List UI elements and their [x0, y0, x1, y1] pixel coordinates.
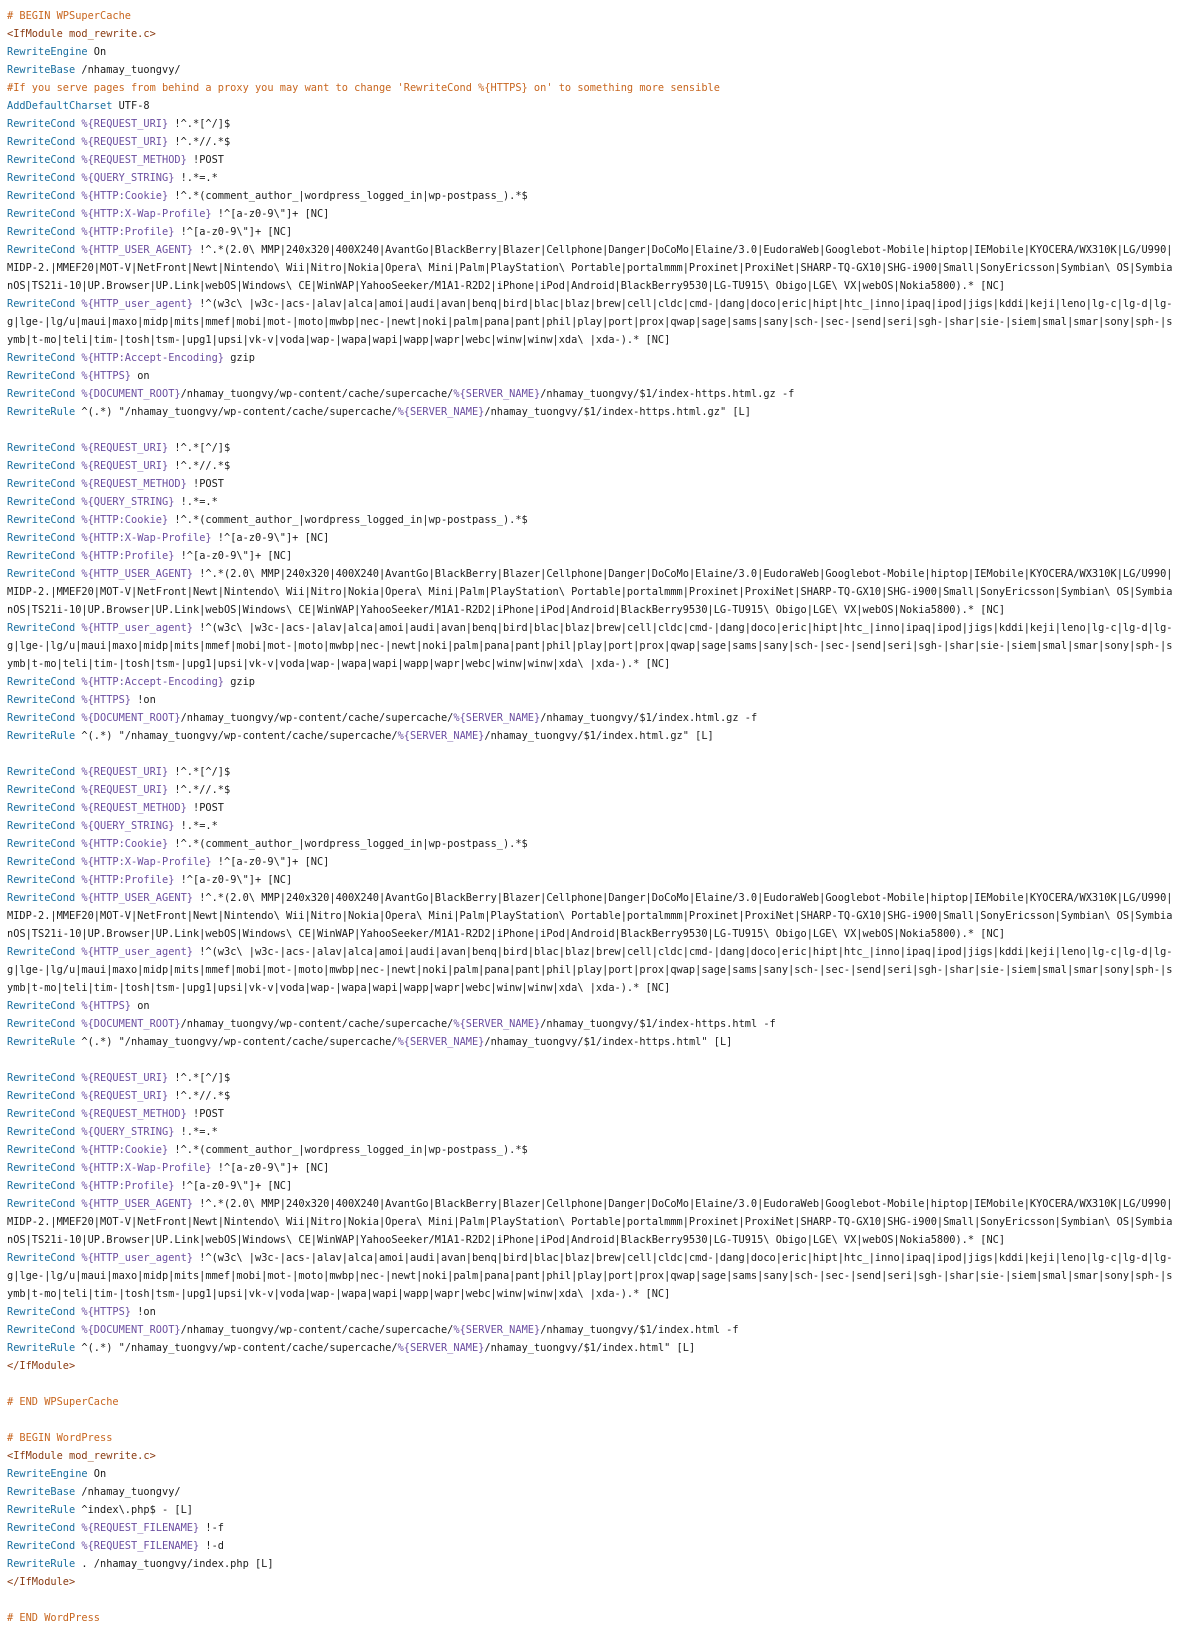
directive-keyword: RewriteCond	[7, 1090, 76, 1102]
code-line: # END WPSuperCache	[7, 1396, 119, 1408]
server-variable: %{HTTPS}	[81, 370, 132, 382]
directive-keyword: RewriteCond	[7, 1162, 76, 1174]
directive-keyword: RewriteCond	[7, 136, 76, 148]
code-line: RewriteCond %{DOCUMENT_ROOT}/nhamay_tuongvy/wp-content/cache/supercache/%{SERVER_NAME}/nhamay_tuongvy/$1/index.html -f	[7, 1324, 739, 1336]
code-line: # BEGIN WPSuperCache	[7, 10, 131, 22]
blank-line	[7, 1411, 1173, 1429]
code-line: RewriteCond %{HTTP:Profile} !^[a-z0-9\"]+ [NC]	[7, 874, 293, 886]
server-variable: %{HTTP:Cookie}	[81, 514, 169, 526]
directive-keyword: RewriteCond	[7, 820, 76, 832]
blank-line	[7, 1375, 1173, 1393]
code-line: RewriteRule ^(.*) "/nhamay_tuongvy/wp-content/cache/supercache/%{SERVER_NAME}/nhamay_tuongvy/$1/index.html" [L]	[7, 1342, 696, 1354]
server-variable: %{SERVER_NAME}	[397, 1036, 485, 1048]
code-line: RewriteCond %{HTTP:Profile} !^[a-z0-9\"]+ [NC]	[7, 1180, 293, 1192]
directive-keyword: RewriteEngine	[7, 46, 88, 58]
server-variable: %{HTTP_user_agent}	[81, 298, 193, 310]
code-line: RewriteRule . /nhamay_tuongvy/index.php [L]	[7, 1558, 274, 1570]
code-line: RewriteCond %{HTTP_user_agent} !^(w3c\ |w3c-|acs-|alav|alca|amoi|audi|avan|benq|bird|blac|blaz|brew|cell|cldc|cmd-|dang|doco|eric|hipt|htc_|inno|ipaq|ipod|jigs|kddi|keji|leno|lg-c|lg-d|lg-g|lge-|lg/u|maui|maxo|midp|mits|mmef|mobi|mot-|moto|mwbp|nec-|newt|noki|palm|pana|pant|phil|play|port|prox|qwap|sage|sams|sany|sch-|sec-|send|seri|sgh-|shar|sie-|siem|smal|smar|sony|sph-|symb|t-mo|teli|tim-|tosh|tsm-|upg1|upsi|vk-v|voda|wap-|wapa|wapi|wapp|wapr|webc|winw|winw|xda\ |xda-).* [NC]	[7, 1252, 1173, 1300]
directive-keyword: AddDefaultCharset	[7, 100, 113, 112]
code-line: RewriteCond %{REQUEST_METHOD} !POST	[7, 478, 224, 490]
code-line: RewriteCond %{HTTP:Cookie} !^.*(comment_author_|wordpress_logged_in|wp-postpass_).*$	[7, 838, 528, 850]
directive-keyword: RewriteCond	[7, 478, 76, 490]
directive-keyword: RewriteCond	[7, 172, 76, 184]
server-variable: %{SERVER_NAME}	[397, 406, 485, 418]
server-variable: %{REQUEST_URI}	[81, 136, 169, 148]
directive-keyword: RewriteCond	[7, 1522, 76, 1534]
code-line: RewriteEngine On	[7, 46, 107, 58]
directive-keyword: RewriteCond	[7, 1018, 76, 1030]
directive-keyword: RewriteCond	[7, 550, 76, 562]
directive-keyword: RewriteCond	[7, 226, 76, 238]
server-variable: %{QUERY_STRING}	[81, 1126, 175, 1138]
server-variable: %{REQUEST_FILENAME}	[81, 1522, 200, 1534]
code-line: RewriteCond %{HTTP_USER_AGENT} !^.*(2.0\ MMP|240x320|400X240|AvantGo|BlackBerry|Blazer|Cellphone|Danger|DoCoMo|Elaine/3.0|EudoraWeb|Googlebot-Mobile|hiptop|IEMobile|KYOCERA/WX310K|LG/U990|MIDP-2.|MMEF20|MOT-V|NetFront|Newt|Nintendo\ Wii|Nitro|Nokia|Opera\ Mini|Palm|PlayStation\ Portable|portalmmm|Proxinet|ProxiNet|SHARP-TQ-GX10|SHG-i900|Small|SonyEricsson|Symbian\ OS|SymbianOS|TS21i-10|UP.Browser|UP.Link|webOS|Windows\ CE|WinWAP|YahooSeeker/M1A1-R2D2|iPhone|iPod|Android|BlackBerry9530|LG-TU915\ Obigo|LGE\ VX|webOS|Nokia5800).* [NC]	[7, 892, 1173, 940]
server-variable: %{HTTP:X-Wap-Profile}	[81, 208, 212, 220]
server-variable: %{HTTP_USER_AGENT}	[81, 892, 193, 904]
directive-keyword: RewriteCond	[7, 244, 76, 256]
server-variable: %{REQUEST_URI}	[81, 118, 169, 130]
code-line: # END WordPress	[7, 1612, 100, 1624]
directive-keyword: RewriteCond	[7, 496, 76, 508]
server-variable: %{DOCUMENT_ROOT}	[81, 1324, 181, 1336]
directive-keyword: RewriteCond	[7, 856, 76, 868]
code-line: </IfModule>	[7, 1576, 76, 1588]
code-line: RewriteCond %{HTTP_user_agent} !^(w3c\ |w3c-|acs-|alav|alca|amoi|audi|avan|benq|bird|blac|blaz|brew|cell|cldc|cmd-|dang|doco|eric|hipt|htc_|inno|ipaq|ipod|jigs|kddi|keji|leno|lg-c|lg-d|lg-g|lge-|lg/u|maui|maxo|midp|mits|mmef|mobi|mot-|moto|mwbp|nec-|newt|noki|palm|pana|pant|phil|play|port|prox|qwap|sage|sams|sany|sch-|sec-|send|seri|sgh-|shar|sie-|siem|smal|smar|sony|sph-|symb|t-mo|teli|tim-|tosh|tsm-|upg1|upsi|vk-v|voda|wap-|wapa|wapi|wapp|wapr|webc|winw|winw|xda\ |xda-).* [NC]	[7, 298, 1173, 346]
directive-keyword: RewriteRule	[7, 1036, 76, 1048]
server-variable: %{DOCUMENT_ROOT}	[81, 1018, 181, 1030]
server-variable: %{HTTP:X-Wap-Profile}	[81, 532, 212, 544]
code-line: RewriteBase /nhamay_tuongvy/	[7, 1486, 181, 1498]
code-line: RewriteCond %{REQUEST_URI} !^.*[^/]$	[7, 118, 231, 130]
directive-keyword: RewriteCond	[7, 802, 76, 814]
server-variable: %{HTTP:Profile}	[81, 1180, 175, 1192]
server-variable: %{HTTP:Profile}	[81, 550, 175, 562]
blank-line	[7, 1591, 1173, 1609]
directive-keyword: RewriteCond	[7, 370, 76, 382]
directive-keyword: RewriteCond	[7, 694, 76, 706]
server-variable: %{REQUEST_METHOD}	[81, 1108, 187, 1120]
code-line: RewriteCond %{HTTP_user_agent} !^(w3c\ |w3c-|acs-|alav|alca|amoi|audi|avan|benq|bird|blac|blaz|brew|cell|cldc|cmd-|dang|doco|eric|hipt|htc_|inno|ipaq|ipod|jigs|kddi|keji|leno|lg-c|lg-d|lg-g|lge-|lg/u|maui|maxo|midp|mits|mmef|mobi|mot-|moto|mwbp|nec-|newt|noki|palm|pana|pant|phil|play|port|prox|qwap|sage|sams|sany|sch-|sec-|send|seri|sgh-|shar|sie-|siem|smal|smar|sony|sph-|symb|t-mo|teli|tim-|tosh|tsm-|upg1|upsi|vk-v|voda|wap-|wapa|wapi|wapp|wapr|webc|winw|winw|xda\ |xda-).* [NC]	[7, 946, 1173, 994]
directive-keyword: RewriteCond	[7, 298, 76, 310]
code-line: RewriteCond %{REQUEST_URI} !^.*[^/]$	[7, 1072, 231, 1084]
server-variable: %{HTTP_USER_AGENT}	[81, 244, 193, 256]
code-line: RewriteCond %{QUERY_STRING} !.*=.*	[7, 496, 218, 508]
code-line: <IfModule mod_rewrite.c>	[7, 28, 156, 40]
server-variable: %{QUERY_STRING}	[81, 496, 175, 508]
directive-keyword: RewriteRule	[7, 1558, 76, 1570]
code-line: # BEGIN WordPress	[7, 1432, 113, 1444]
server-variable: %{REQUEST_URI}	[81, 784, 169, 796]
code-line: RewriteCond %{HTTP_USER_AGENT} !^.*(2.0\ MMP|240x320|400X240|AvantGo|BlackBerry|Blazer|Cellphone|Danger|DoCoMo|Elaine/3.0|EudoraWeb|Googlebot-Mobile|hiptop|IEMobile|KYOCERA/WX310K|LG/U990|MIDP-2.|MMEF20|MOT-V|NetFront|Newt|Nintendo\ Wii|Nitro|Nokia|Opera\ Mini|Palm|PlayStation\ Portable|portalmmm|Proxinet|ProxiNet|SHARP-TQ-GX10|SHG-i900|Small|SonyEricsson|Symbian\ OS|SymbianOS|TS21i-10|UP.Browser|UP.Link|webOS|Windows\ CE|WinWAP|YahooSeeker/M1A1-R2D2|iPhone|iPod|Android|BlackBerry9530|LG-TU915\ Obigo|LGE\ VX|webOS|Nokia5800).* [NC]	[7, 568, 1173, 616]
server-variable: %{QUERY_STRING}	[81, 820, 175, 832]
code-line: <IfModule mod_rewrite.c>	[7, 1450, 156, 1462]
directive-keyword: RewriteCond	[7, 1144, 76, 1156]
code-line: </IfModule>	[7, 1360, 76, 1372]
code-line: RewriteCond %{REQUEST_URI} !^.*//.*$	[7, 1090, 231, 1102]
server-variable: %{REQUEST_URI}	[81, 442, 169, 454]
directive-keyword: RewriteCond	[7, 892, 76, 904]
server-variable: %{REQUEST_METHOD}	[81, 154, 187, 166]
server-variable: %{SERVER_NAME}	[397, 730, 485, 742]
code-line: RewriteCond %{REQUEST_METHOD} !POST	[7, 154, 224, 166]
code-line: RewriteCond %{QUERY_STRING} !.*=.*	[7, 820, 218, 832]
code-line: RewriteCond %{HTTP_USER_AGENT} !^.*(2.0\ MMP|240x320|400X240|AvantGo|BlackBerry|Blazer|Cellphone|Danger|DoCoMo|Elaine/3.0|EudoraWeb|Googlebot-Mobile|hiptop|IEMobile|KYOCERA/WX310K|LG/U990|MIDP-2.|MMEF20|MOT-V|NetFront|Newt|Nintendo\ Wii|Nitro|Nokia|Opera\ Mini|Palm|PlayStation\ Portable|portalmmm|Proxinet|ProxiNet|SHARP-TQ-GX10|SHG-i900|Small|SonyEricsson|Symbian\ OS|SymbianOS|TS21i-10|UP.Browser|UP.Link|webOS|Windows\ CE|WinWAP|YahooSeeker/M1A1-R2D2|iPhone|iPod|Android|BlackBerry9530|LG-TU915\ Obigo|LGE\ VX|webOS|Nokia5800).* [NC]	[7, 1198, 1173, 1246]
directive-keyword: RewriteRule	[7, 730, 76, 742]
directive-keyword: RewriteCond	[7, 532, 76, 544]
code-line: RewriteCond %{DOCUMENT_ROOT}/nhamay_tuongvy/wp-content/cache/supercache/%{SERVER_NAME}/nhamay_tuongvy/$1/index-https.html.gz -f	[7, 388, 795, 400]
server-variable: %{HTTP:Accept-Encoding}	[81, 676, 224, 688]
server-variable: %{HTTP_user_agent}	[81, 946, 193, 958]
server-variable: %{HTTP:Cookie}	[81, 838, 169, 850]
directive-keyword: RewriteCond	[7, 1180, 76, 1192]
code-line: RewriteRule ^(.*) "/nhamay_tuongvy/wp-content/cache/supercache/%{SERVER_NAME}/nhamay_tuongvy/$1/index-https.html" [L]	[7, 1036, 733, 1048]
code-line: RewriteCond %{HTTP_USER_AGENT} !^.*(2.0\ MMP|240x320|400X240|AvantGo|BlackBerry|Blazer|Cellphone|Danger|DoCoMo|Elaine/3.0|EudoraWeb|Googlebot-Mobile|hiptop|IEMobile|KYOCERA/WX310K|LG/U990|MIDP-2.|MMEF20|MOT-V|NetFront|Newt|Nintendo\ Wii|Nitro|Nokia|Opera\ Mini|Palm|PlayStation\ Portable|portalmmm|Proxinet|ProxiNet|SHARP-TQ-GX10|SHG-i900|Small|SonyEricsson|Symbian\ OS|SymbianOS|TS21i-10|UP.Browser|UP.Link|webOS|Windows\ CE|WinWAP|YahooSeeker/M1A1-R2D2|iPhone|iPod|Android|BlackBerry9530|LG-TU915\ Obigo|LGE\ VX|webOS|Nokia5800).* [NC]	[7, 244, 1173, 292]
code-line: RewriteCond %{REQUEST_METHOD} !POST	[7, 1108, 224, 1120]
directive-keyword: RewriteCond	[7, 784, 76, 796]
code-line: RewriteCond %{HTTPS} on	[7, 1000, 150, 1012]
server-variable: %{HTTP:X-Wap-Profile}	[81, 1162, 212, 1174]
directive-keyword: RewriteRule	[7, 406, 76, 418]
code-line: #If you serve pages from behind a proxy you may want to change 'RewriteCond %{HTTPS} on' to something more sensible	[7, 82, 720, 94]
server-variable: %{REQUEST_URI}	[81, 1072, 169, 1084]
code-line: RewriteCond %{REQUEST_METHOD} !POST	[7, 802, 224, 814]
directive-keyword: RewriteCond	[7, 766, 76, 778]
code-line: RewriteBase /nhamay_tuongvy/	[7, 64, 181, 76]
code-line: RewriteCond %{HTTPS} !on	[7, 1306, 156, 1318]
directive-keyword: RewriteCond	[7, 946, 76, 958]
code-line: RewriteCond %{HTTP:Cookie} !^.*(comment_author_|wordpress_logged_in|wp-postpass_).*$	[7, 190, 528, 202]
directive-keyword: RewriteRule	[7, 1504, 76, 1516]
directive-keyword: RewriteCond	[7, 208, 76, 220]
code-line: AddDefaultCharset UTF-8	[7, 100, 150, 112]
server-variable: %{HTTP_user_agent}	[81, 622, 193, 634]
server-variable: %{REQUEST_URI}	[81, 460, 169, 472]
directive-keyword: RewriteCond	[7, 190, 76, 202]
server-variable: %{HTTP:Profile}	[81, 226, 175, 238]
server-variable: %{QUERY_STRING}	[81, 172, 175, 184]
code-line: RewriteCond %{HTTP:Cookie} !^.*(comment_author_|wordpress_logged_in|wp-postpass_).*$	[7, 1144, 528, 1156]
code-line: RewriteCond %{REQUEST_URI} !^.*//.*$	[7, 136, 231, 148]
server-variable: %{DOCUMENT_ROOT}	[81, 388, 181, 400]
code-line: RewriteCond %{HTTP:Profile} !^[a-z0-9\"]+ [NC]	[7, 226, 293, 238]
directive-keyword: RewriteCond	[7, 154, 76, 166]
directive-keyword: RewriteCond	[7, 1000, 76, 1012]
server-variable: %{DOCUMENT_ROOT}	[81, 712, 181, 724]
server-variable: %{REQUEST_URI}	[81, 1090, 169, 1102]
code-line: RewriteCond %{HTTP_user_agent} !^(w3c\ |w3c-|acs-|alav|alca|amoi|audi|avan|benq|bird|blac|blaz|brew|cell|cldc|cmd-|dang|doco|eric|hipt|htc_|inno|ipaq|ipod|jigs|kddi|keji|leno|lg-c|lg-d|lg-g|lge-|lg/u|maui|maxo|midp|mits|mmef|mobi|mot-|moto|mwbp|nec-|newt|noki|palm|pana|pant|phil|play|port|prox|qwap|sage|sams|sany|sch-|sec-|send|seri|sgh-|shar|sie-|siem|smal|smar|sony|sph-|symb|t-mo|teli|tim-|tosh|tsm-|upg1|upsi|vk-v|voda|wap-|wapa|wapi|wapp|wapr|webc|winw|winw|xda\ |xda-).* [NC]	[7, 622, 1173, 670]
code-line: RewriteCond %{HTTP:Accept-Encoding} gzip	[7, 352, 255, 364]
htaccess-source	[7, 7, 1173, 1627]
code-line: RewriteCond %{REQUEST_URI} !^.*//.*$	[7, 784, 231, 796]
directive-keyword: RewriteCond	[7, 1072, 76, 1084]
code-line: RewriteCond %{HTTP:X-Wap-Profile} !^[a-z0-9\"]+ [NC]	[7, 1162, 330, 1174]
directive-keyword: RewriteBase	[7, 64, 76, 76]
directive-keyword: RewriteCond	[7, 460, 76, 472]
directive-keyword: RewriteCond	[7, 1198, 76, 1210]
server-variable: %{REQUEST_METHOD}	[81, 802, 187, 814]
code-line: RewriteCond %{REQUEST_URI} !^.*[^/]$	[7, 766, 231, 778]
code-line: RewriteCond %{HTTP:X-Wap-Profile} !^[a-z0-9\"]+ [NC]	[7, 856, 330, 868]
server-variable: %{HTTPS}	[81, 1306, 132, 1318]
server-variable: %{HTTP_USER_AGENT}	[81, 568, 193, 580]
directive-keyword: RewriteCond	[7, 676, 76, 688]
server-variable: %{HTTP_USER_AGENT}	[81, 1198, 193, 1210]
code-line: RewriteCond %{HTTP:Cookie} !^.*(comment_author_|wordpress_logged_in|wp-postpass_).*$	[7, 514, 528, 526]
code-line: RewriteEngine On	[7, 1468, 107, 1480]
code-line: RewriteCond %{QUERY_STRING} !.*=.*	[7, 172, 218, 184]
code-line: RewriteCond %{HTTPS} !on	[7, 694, 156, 706]
directive-keyword: RewriteCond	[7, 1306, 76, 1318]
code-line: RewriteRule ^(.*) "/nhamay_tuongvy/wp-content/cache/supercache/%{SERVER_NAME}/nhamay_tuongvy/$1/index-https.html.gz" [L]	[7, 406, 751, 418]
server-variable: %{REQUEST_FILENAME}	[81, 1540, 200, 1552]
server-variable: %{HTTP:Cookie}	[81, 190, 169, 202]
directive-keyword: RewriteRule	[7, 1342, 76, 1354]
server-variable: %{HTTP:X-Wap-Profile}	[81, 856, 212, 868]
directive-keyword: RewriteCond	[7, 874, 76, 886]
directive-keyword: RewriteEngine	[7, 1468, 88, 1480]
server-variable: %{HTTP:Accept-Encoding}	[81, 352, 224, 364]
server-variable: %{HTTP:Cookie}	[81, 1144, 169, 1156]
code-line: RewriteCond %{HTTP:Profile} !^[a-z0-9\"]+ [NC]	[7, 550, 293, 562]
directive-keyword: RewriteCond	[7, 622, 76, 634]
code-line: RewriteCond %{HTTP:X-Wap-Profile} !^[a-z0-9\"]+ [NC]	[7, 208, 330, 220]
code-line: RewriteCond %{QUERY_STRING} !.*=.*	[7, 1126, 218, 1138]
server-variable: %{HTTP:Profile}	[81, 874, 175, 886]
server-variable: %{SERVER_NAME}	[453, 712, 541, 724]
server-variable: %{HTTPS}	[81, 1000, 132, 1012]
directive-keyword: RewriteCond	[7, 838, 76, 850]
server-variable: %{SERVER_NAME}	[453, 388, 541, 400]
directive-keyword: RewriteCond	[7, 568, 76, 580]
directive-keyword: RewriteCond	[7, 1540, 76, 1552]
directive-keyword: RewriteCond	[7, 118, 76, 130]
directive-keyword: RewriteCond	[7, 1126, 76, 1138]
code-line: RewriteCond %{DOCUMENT_ROOT}/nhamay_tuongvy/wp-content/cache/supercache/%{SERVER_NAME}/nhamay_tuongvy/$1/index-https.html -f	[7, 1018, 776, 1030]
directive-keyword: RewriteBase	[7, 1486, 76, 1498]
server-variable: %{REQUEST_METHOD}	[81, 478, 187, 490]
server-variable: %{HTTPS}	[81, 694, 132, 706]
code-line: RewriteCond %{HTTPS} on	[7, 370, 150, 382]
code-line: RewriteCond %{REQUEST_FILENAME} !-f	[7, 1522, 225, 1534]
code-line: RewriteCond %{DOCUMENT_ROOT}/nhamay_tuongvy/wp-content/cache/supercache/%{SERVER_NAME}/nhamay_tuongvy/$1/index.html.gz -f	[7, 712, 758, 724]
code-line: RewriteCond %{REQUEST_URI} !^.*//.*$	[7, 460, 231, 472]
server-variable: %{HTTP_user_agent}	[81, 1252, 193, 1264]
code-line: RewriteCond %{REQUEST_FILENAME} !-d	[7, 1540, 225, 1552]
directive-keyword: RewriteCond	[7, 352, 76, 364]
code-line: RewriteCond %{HTTP:Accept-Encoding} gzip	[7, 676, 255, 688]
code-line: RewriteCond %{REQUEST_URI} !^.*[^/]$	[7, 442, 231, 454]
directive-keyword: RewriteCond	[7, 442, 76, 454]
directive-keyword: RewriteCond	[7, 1108, 76, 1120]
server-variable: %{SERVER_NAME}	[397, 1342, 485, 1354]
directive-keyword: RewriteCond	[7, 514, 76, 526]
blank-line	[7, 745, 1173, 763]
server-variable: %{REQUEST_URI}	[81, 766, 169, 778]
directive-keyword: RewriteCond	[7, 1252, 76, 1264]
server-variable: %{SERVER_NAME}	[453, 1018, 541, 1030]
blank-line	[7, 1051, 1173, 1069]
code-line: RewriteRule ^index\.php$ - [L]	[7, 1504, 193, 1516]
directive-keyword: RewriteCond	[7, 712, 76, 724]
code-line: RewriteRule ^(.*) "/nhamay_tuongvy/wp-content/cache/supercache/%{SERVER_NAME}/nhamay_tuongvy/$1/index.html.gz" [L]	[7, 730, 714, 742]
directive-keyword: RewriteCond	[7, 1324, 76, 1336]
directive-keyword: RewriteCond	[7, 388, 76, 400]
blank-line	[7, 421, 1173, 439]
server-variable: %{SERVER_NAME}	[453, 1324, 541, 1336]
code-line: RewriteCond %{HTTP:X-Wap-Profile} !^[a-z0-9\"]+ [NC]	[7, 532, 330, 544]
